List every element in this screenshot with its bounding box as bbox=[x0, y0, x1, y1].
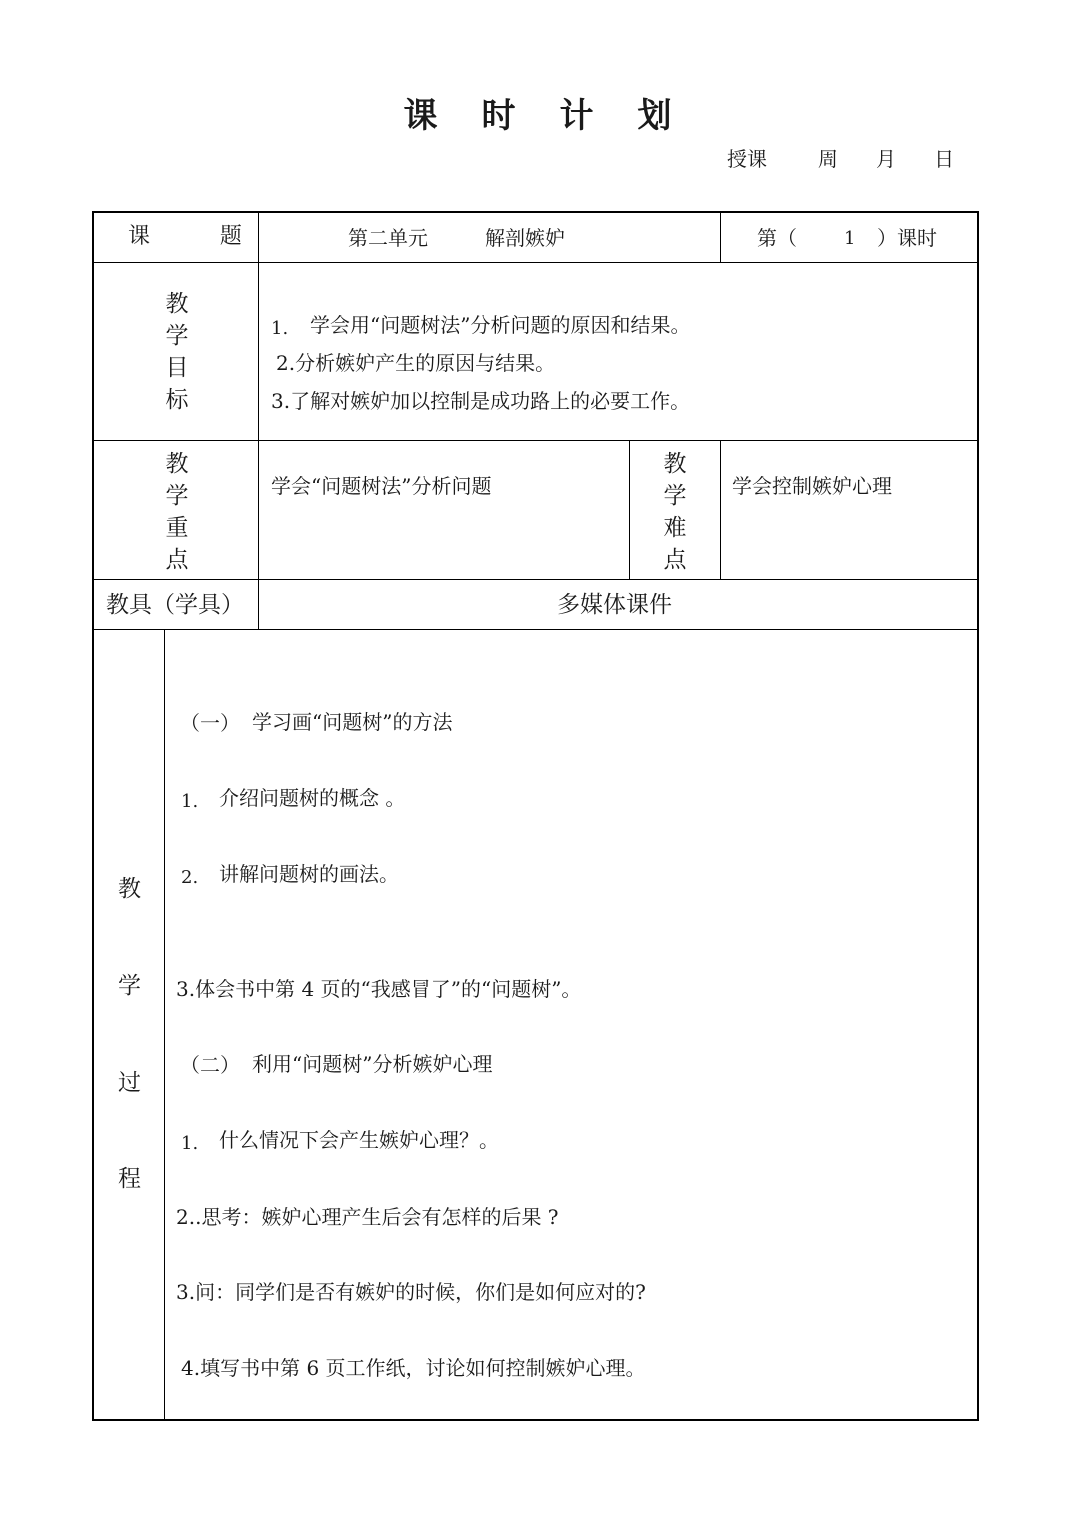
section-heading: 学习画“问题树”的方法 bbox=[252, 710, 453, 734]
title-char: 划 bbox=[637, 96, 672, 136]
process-label-char: 学 bbox=[118, 973, 141, 999]
label-char: 难 bbox=[663, 515, 687, 541]
row-divider bbox=[92, 262, 979, 263]
table-border-right bbox=[977, 211, 979, 1421]
title-char: 课 bbox=[403, 96, 438, 136]
label-char: 重 bbox=[165, 515, 189, 541]
section-heading: 利用“问题树”分析嫉妒心理 bbox=[252, 1052, 493, 1076]
col-divider bbox=[164, 629, 165, 1420]
goal-number: 1. bbox=[271, 318, 289, 339]
label-char: 学 bbox=[165, 483, 189, 509]
table-border-left bbox=[92, 211, 94, 1421]
tools-text: 多媒体课件 bbox=[557, 592, 672, 618]
col-divider bbox=[720, 211, 721, 263]
goal-item: 2.分析嫉妒产生的原因与结果。 bbox=[276, 351, 556, 375]
row-divider bbox=[92, 579, 979, 580]
key-point-label bbox=[157, 448, 197, 576]
col-divider bbox=[258, 211, 259, 630]
label-char: 教 bbox=[165, 451, 189, 477]
page-title bbox=[0, 88, 1075, 137]
label-char: 学 bbox=[165, 323, 189, 349]
date-line: 授课 周 月 日 bbox=[727, 147, 955, 171]
process-item: 3.体会书中第 4 页的“我感冒了”的“问题树”。 bbox=[176, 977, 582, 1001]
label-char: 点 bbox=[165, 547, 189, 573]
period-label-left: 第（ bbox=[757, 226, 797, 250]
goal-item: 学会用“问题树法”分析问题的原因和结果。 bbox=[310, 313, 691, 337]
row-divider bbox=[92, 629, 979, 630]
period-number: 1 bbox=[844, 228, 856, 249]
process-item: 2..思考：嫉妒心理产生后会有怎样的后果 ? bbox=[176, 1205, 559, 1229]
item-number: 2. bbox=[181, 867, 199, 888]
period-label-right: ）课时 bbox=[877, 226, 937, 250]
tools-label: 教具（学具） bbox=[106, 592, 244, 618]
section-heading-number: （一） bbox=[180, 711, 240, 735]
process-label-char: 过 bbox=[118, 1070, 141, 1096]
col-divider bbox=[629, 440, 630, 580]
process-item: 4.填写书中第 6 页工作纸，讨论如何控制嫉妒心理。 bbox=[181, 1356, 646, 1380]
label-char: 点 bbox=[663, 547, 687, 573]
difficulty-text: 学会控制嫉妒心理 bbox=[732, 474, 892, 498]
label-char: 标 bbox=[165, 387, 189, 413]
process-label-char: 教 bbox=[118, 876, 141, 902]
key-point-text: 学会“问题树法”分析问题 bbox=[271, 474, 492, 498]
process-item: 讲解问题树的画法。 bbox=[219, 862, 399, 886]
label-char: 教 bbox=[663, 451, 687, 477]
goals-label bbox=[157, 288, 197, 416]
row-divider bbox=[92, 440, 979, 441]
process-item: 什么情况下会产生嫉妒心理？。 bbox=[219, 1128, 499, 1152]
title-char: 时 bbox=[481, 96, 516, 136]
item-number: 1. bbox=[181, 1133, 199, 1154]
process-label-char: 程 bbox=[118, 1166, 141, 1192]
process-item: 3.问：同学们是否有嫉妒的时候，你们是如何应对的? bbox=[176, 1280, 646, 1304]
item-number: 1. bbox=[181, 791, 199, 812]
title-char: 计 bbox=[559, 96, 594, 136]
topic-label: 课 题 bbox=[128, 224, 242, 249]
label-char: 学 bbox=[663, 483, 687, 509]
label-char: 教 bbox=[165, 291, 189, 317]
label-char: 目 bbox=[165, 355, 189, 381]
process-item: 介绍问题树的概念 。 bbox=[219, 786, 406, 810]
difficulty-label bbox=[655, 448, 695, 576]
section-heading-number: （二） bbox=[180, 1053, 240, 1077]
table-border-bottom bbox=[92, 1419, 979, 1421]
goal-item: 3.了解对嫉妒加以控制是成功路上的必要工作。 bbox=[271, 389, 691, 413]
col-divider bbox=[720, 440, 721, 580]
table-border-top bbox=[92, 211, 979, 213]
unit-text: 第二单元 bbox=[348, 226, 428, 250]
topic-text: 解剖嫉妒 bbox=[485, 226, 565, 250]
